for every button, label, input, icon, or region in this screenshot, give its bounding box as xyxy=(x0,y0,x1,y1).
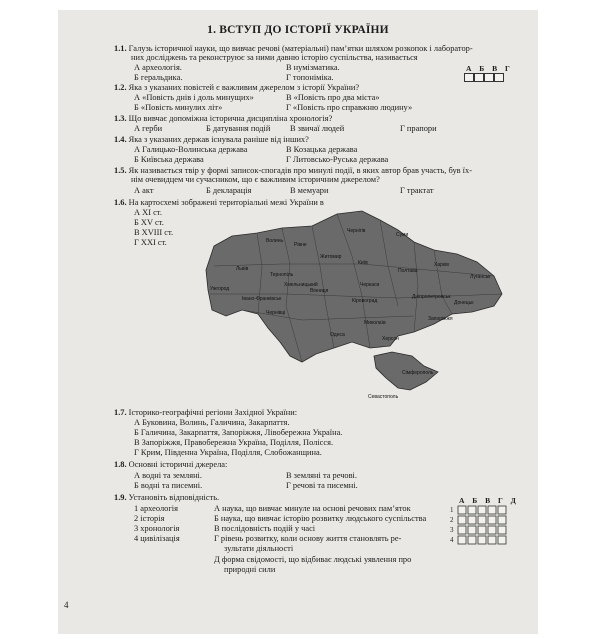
map-label: Харків xyxy=(434,262,449,268)
match-right-a: А наука, що вивчає минуле на основі речових пам’яток xyxy=(214,504,411,513)
ukraine-map xyxy=(202,206,507,402)
answer-b[interactable]: Б Київська держава xyxy=(134,155,204,164)
question-1-4 xyxy=(114,135,309,145)
map-label: Чернівці xyxy=(266,310,286,316)
match-left-1: 1 археологія xyxy=(134,504,178,513)
page-title: 1. ВСТУП ДО ІСТОРІЇ УКРАЇНИ xyxy=(207,24,389,36)
question-text: На картосхемі зображені територіальні межі України в xyxy=(128,198,324,207)
map-label: Полтава xyxy=(398,268,418,274)
answer-b[interactable]: Б «Повість минулих літ» xyxy=(134,103,223,112)
answer-g[interactable]: Г топоніміка. xyxy=(286,73,334,82)
textbook-page xyxy=(58,10,538,634)
answer-v[interactable]: В мемуари xyxy=(290,186,329,195)
map-label: Тернопіль xyxy=(270,272,294,278)
answer-v[interactable]: В Запоріжжя, Правобережна Україна, Поділля, Полісся. xyxy=(134,438,334,447)
question-number: 1.1. xyxy=(114,44,127,53)
map-label: Львів xyxy=(236,266,249,272)
answer-a[interactable]: А акт xyxy=(134,186,154,195)
answer-b[interactable]: Б водні та писемні. xyxy=(134,481,203,490)
answer-grid-header: А Б В Г xyxy=(466,64,513,73)
question-text: Як називається твір у формі записок-спогадів про минулі події, в яких автор брав участь, був їх- xyxy=(128,166,472,175)
answer-g[interactable]: Г XXI ст. xyxy=(134,238,167,247)
map-label: Чернігів xyxy=(347,228,366,234)
question-number: 1.4. xyxy=(114,135,127,144)
answer-b[interactable]: Б Галичина, Закарпаття, Запоріжжя, Лівобережна Україна. xyxy=(134,428,343,437)
question-text: Галузь історичної науки, що вивчає речові (матеріальні) пам’ятки шляхом розкопок і лаборатор- xyxy=(128,44,473,53)
map-label: Суми xyxy=(396,232,409,238)
match-right-g-cont: зультати діяльності xyxy=(224,544,294,553)
answer-v[interactable]: В «Повість про два міста» xyxy=(286,93,380,102)
answer-g[interactable]: Г речові та писемні. xyxy=(286,481,358,490)
map-label: Київ xyxy=(358,260,368,266)
question-1-3 xyxy=(114,114,332,124)
answer-g[interactable]: Г Крим, Південна Україна, Поділля, Слобожанщина. xyxy=(134,448,322,457)
question-text: Основні історичні джерела: xyxy=(128,460,228,469)
match-left-3: 3 хронологія xyxy=(134,524,180,533)
map-label: Запоріжжя xyxy=(428,316,453,322)
answer-a[interactable]: А герби xyxy=(134,124,163,133)
answer-v[interactable]: В Козацька держава xyxy=(286,145,358,154)
question-number: 1.3. xyxy=(114,114,127,123)
match-right-g: Г рівень розвитку, коли основу життя становлять ре- xyxy=(214,534,402,543)
match-grid-cells[interactable] xyxy=(457,505,509,547)
question-1-7 xyxy=(114,408,297,418)
map-label: Сімферополь xyxy=(402,370,434,376)
match-right-d-cont: природні сили xyxy=(224,565,276,574)
answer-v[interactable]: В земляні та речові. xyxy=(286,471,357,480)
grid-row-label: 3 xyxy=(450,526,454,534)
answer-g[interactable]: Г трактат xyxy=(400,186,434,195)
question-1-9 xyxy=(114,493,219,503)
answer-g[interactable]: Г «Повість про справжню людину» xyxy=(286,103,413,112)
map-label: Севастополь xyxy=(368,394,399,400)
map-label: Одеса xyxy=(330,332,345,338)
question-number: 1.5. xyxy=(114,166,127,175)
match-right-b: Б наука, що вивчає історію розвитку людського суспільства xyxy=(214,514,427,523)
answer-v[interactable]: В звичаї людей xyxy=(290,124,345,133)
grid-row-label: 1 xyxy=(450,506,454,514)
answer-v[interactable]: В XVIII ст. xyxy=(134,228,174,237)
map-label: Житомир xyxy=(320,254,342,260)
answer-a[interactable]: А «Повість днів і доль минущих» xyxy=(134,93,254,102)
grid-row-label: 2 xyxy=(450,516,454,524)
question-1-8 xyxy=(114,460,227,470)
answer-v[interactable]: В нумізматика. xyxy=(286,63,340,72)
map-label: Херсон xyxy=(382,336,399,342)
answer-a[interactable]: А Галицько-Волинська держава xyxy=(134,145,248,154)
question-text: Що вивчає допоміжна історична дисципліна хронологія? xyxy=(128,114,333,123)
answer-b[interactable]: Б XV ст. xyxy=(134,218,164,227)
answer-a[interactable]: А Буковина, Волинь, Галичина, Закарпаття. xyxy=(134,418,290,427)
map-label: Донецьк xyxy=(454,300,474,306)
map-label: Черкаси xyxy=(360,282,380,288)
answer-g[interactable]: Г прапори xyxy=(400,124,437,133)
question-1-2 xyxy=(114,83,359,93)
map-label: Миколаїв xyxy=(364,320,386,326)
answer-g[interactable]: Г Литовсько-Руська держава xyxy=(286,155,389,164)
question-text: Установіть відповідність. xyxy=(128,493,220,502)
answer-a[interactable]: А ХІ ст. xyxy=(134,208,162,217)
answer-b[interactable]: Б декларація xyxy=(206,186,252,195)
map-label: Івано-Франківськ xyxy=(242,296,282,302)
page-number: 4 xyxy=(64,600,69,610)
answer-a[interactable]: А археологія. xyxy=(134,63,182,72)
map-label: Рівне xyxy=(294,242,307,248)
question-text: Історико-географічні регіони Західної України: xyxy=(128,408,298,417)
question-text-cont: них досліджень та реконструює за ними давню історію суспільства, називається xyxy=(131,53,418,62)
question-text: Яка з указаних повістей є важливим джерелом з історії України? xyxy=(128,83,360,92)
map-label: Ужгород xyxy=(210,286,230,292)
question-number: 1.9. xyxy=(114,493,127,502)
answer-b[interactable]: Б датування подій xyxy=(206,124,271,133)
map-label: Луганськ xyxy=(470,274,491,280)
question-number: 1.8. xyxy=(114,460,127,469)
answer-a[interactable]: А водні та земляні. xyxy=(134,471,202,480)
map-label: Волинь xyxy=(266,238,284,244)
question-text: Яка з указаних держав існувала раніше від інших? xyxy=(128,135,309,144)
match-right-v: В послідовність подій у часі xyxy=(214,524,316,533)
question-number: 1.7. xyxy=(114,408,127,417)
map-label: Кіровоград xyxy=(352,298,378,304)
match-left-4: 4 цивілізація xyxy=(134,534,180,543)
grid-row-label: 4 xyxy=(450,536,454,544)
map-label: Дніпропетровськ xyxy=(412,294,451,300)
answer-b[interactable]: Б геральдика. xyxy=(134,73,183,82)
map-label: Вінниця xyxy=(310,288,329,294)
question-number: 1.6. xyxy=(114,198,127,207)
match-right-d: Д форма свідомості, що відбиває людські уявлення про xyxy=(214,555,412,564)
question-text-cont: нім очевидцем чи сучасником, що є важливим історичним джерелом? xyxy=(131,175,380,184)
map-label: Хмельницький xyxy=(284,282,318,288)
match-grid-header: А Б В Г Д xyxy=(459,496,519,505)
match-left-2: 2 історія xyxy=(134,514,165,523)
question-number: 1.2. xyxy=(114,83,127,92)
